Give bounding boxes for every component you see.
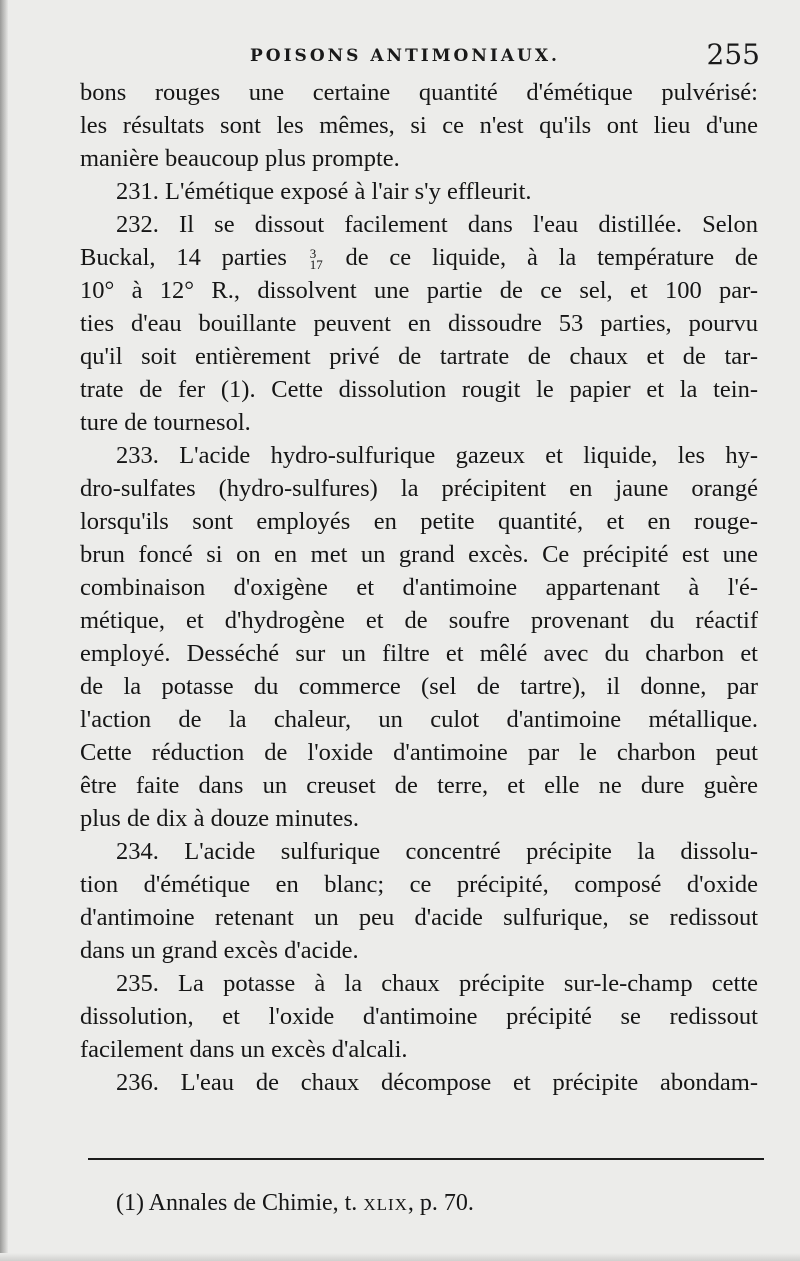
text-line: qu'il soit entièrement privé de tartrate de chaux et de tar- bbox=[80, 343, 758, 370]
text-line: bons rouges une certaine quantité d'émétique pulvérisé: bbox=[80, 79, 758, 106]
text-line: métique, et d'hydrogène et de soufre provenant du réactif bbox=[80, 607, 758, 634]
footnote-rule bbox=[88, 1158, 764, 1160]
fraction-denominator: 17 bbox=[309, 257, 323, 273]
text-line: brun foncé si on en met un grand excès. Ce précipité est une bbox=[80, 541, 758, 568]
text-line: trate de fer (1). Cette dissolution rougit le papier et la tein- bbox=[80, 376, 758, 403]
page-edge-shadow bbox=[0, 0, 8, 1261]
text-line: les résultats sont les mêmes, si ce n'est qu'ils ont lieu d'une bbox=[80, 112, 758, 139]
text-line: de la potasse du commerce (sel de tartre), il donne, par bbox=[80, 673, 758, 700]
text-line: l'action de la chaleur, un culot d'antimoine métallique. bbox=[80, 706, 758, 733]
body-text bbox=[80, 76, 758, 1099]
text-line: dro-sulfates (hydro-sulfures) la précipitent en jaune orangé bbox=[80, 475, 758, 502]
page-bottom-edge bbox=[0, 1253, 800, 1261]
footnote-text-end: , p. 70. bbox=[407, 1190, 474, 1216]
text-line: ture de tournesol. bbox=[80, 409, 251, 436]
running-title: POISONS ANTIMONIAUX. bbox=[250, 46, 560, 66]
paragraph-234: 234. L'acide sulfurique concentré précipite la dissolu- bbox=[116, 838, 758, 865]
text-line: manière beaucoup plus prompte. bbox=[80, 145, 400, 172]
paragraph-231: 231. L'émétique exposé à l'air s'y effleurit. bbox=[116, 178, 532, 205]
text-line: Cette réduction de l'oxide d'antimoine par le charbon peut bbox=[80, 739, 758, 766]
fraction-numerator: 3 bbox=[309, 246, 317, 262]
page-number: 255 bbox=[706, 38, 760, 71]
paragraph-233: 233. L'acide hydro-sulfurique gazeux et liquide, les hy- bbox=[116, 442, 758, 469]
text-line: combinaison d'oxigène et d'antimoine appartenant à l'é- bbox=[80, 574, 758, 601]
footnote-text: Annales de Chimie, t. bbox=[148, 1190, 358, 1216]
fraction bbox=[309, 246, 323, 273]
text-line: tion d'émétique en blanc; ce précipité, composé d'oxide bbox=[80, 871, 758, 898]
text-line: être faite dans un creuset de terre, et elle ne dure guère bbox=[80, 772, 758, 799]
text-line: employé. Desséché sur un filtre et mêlé avec du charbon et bbox=[80, 640, 758, 667]
text-line: 10° à 12° R., dissolvent une partie de ce sel, et 100 par- bbox=[80, 277, 758, 304]
text-line: ties d'eau bouillante peuvent en dissoudre 53 parties, pourvu bbox=[80, 310, 758, 337]
text-line-with-fraction bbox=[80, 241, 758, 274]
page-header bbox=[80, 38, 760, 78]
text-line: d'antimoine retenant un peu d'acide sulfurique, se redissout bbox=[80, 904, 758, 931]
footnote bbox=[116, 1190, 474, 1217]
text-fragment: de ce liquide, à la température de bbox=[345, 244, 758, 271]
text-fragment: Buckal, 14 parties bbox=[80, 244, 287, 271]
text-line: dans un grand excès d'acide. bbox=[80, 937, 359, 964]
text-line: dissolution, et l'oxide d'antimoine précipité se redissout bbox=[80, 1003, 758, 1030]
paragraph-235: 235. La potasse à la chaux précipite sur-le-champ cette bbox=[116, 970, 758, 997]
text-line: facilement dans un excès d'alcali. bbox=[80, 1036, 408, 1063]
text-line: plus de dix à douze minutes. bbox=[80, 805, 359, 832]
footnote-marker: (1) bbox=[116, 1190, 144, 1216]
text-line: lorsqu'ils sont employés en petite quantité, et en rouge- bbox=[80, 508, 758, 535]
paragraph-232: 232. Il se dissout facilement dans l'eau distillée. Selon bbox=[116, 211, 758, 238]
paragraph-236: 236. L'eau de chaux décompose et précipite abondam- bbox=[116, 1069, 758, 1096]
footnote-volume: xlix bbox=[363, 1190, 408, 1216]
